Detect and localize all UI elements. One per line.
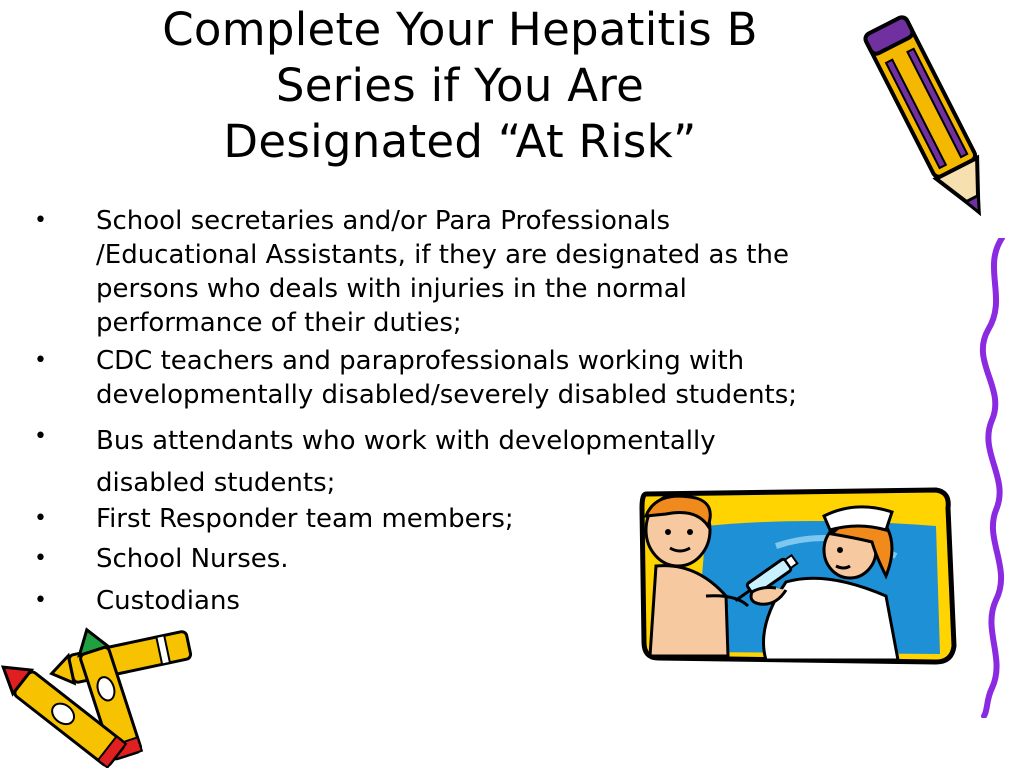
list-item-text [96,344,976,412]
bullet-dot: • [34,588,47,613]
pencil-icon [858,4,1008,240]
text-line: developmentally disabled/severely disabled students; [96,380,798,410]
title-line: Complete Your Hepatitis B [162,3,758,56]
nurse-vaccination-clipart [636,486,960,668]
bullet-dot: • [34,506,47,531]
text-line: Bus attendants who work with developmentally [96,426,716,456]
bullet-dot: • [34,546,47,571]
text-line: persons who deals with injuries in the normal [96,274,687,304]
crayons-icon [0,618,210,768]
squiggle-line [962,238,1024,718]
title-line: Designated “At Risk” [223,115,697,168]
slide-title [70,2,850,170]
text-line: /Educational Assistants, if they are designated as the [96,240,789,270]
bullet-dot: • [34,424,47,449]
title-line: Series if You Are [275,59,645,112]
bullet-dot: • [34,208,47,233]
text-line: Custodians [96,586,240,616]
text-line: performance of their duties; [96,308,462,338]
text-line: School Nurses. [96,544,289,574]
text-line: School secretaries and/or Para Professionals [96,206,671,236]
list-item-text [96,204,976,340]
bullet-dot: • [34,348,47,373]
text-line: CDC teachers and paraprofessionals working with [96,346,745,376]
text-line: disabled students; [96,468,336,498]
text-line: First Responder team members; [96,504,514,534]
